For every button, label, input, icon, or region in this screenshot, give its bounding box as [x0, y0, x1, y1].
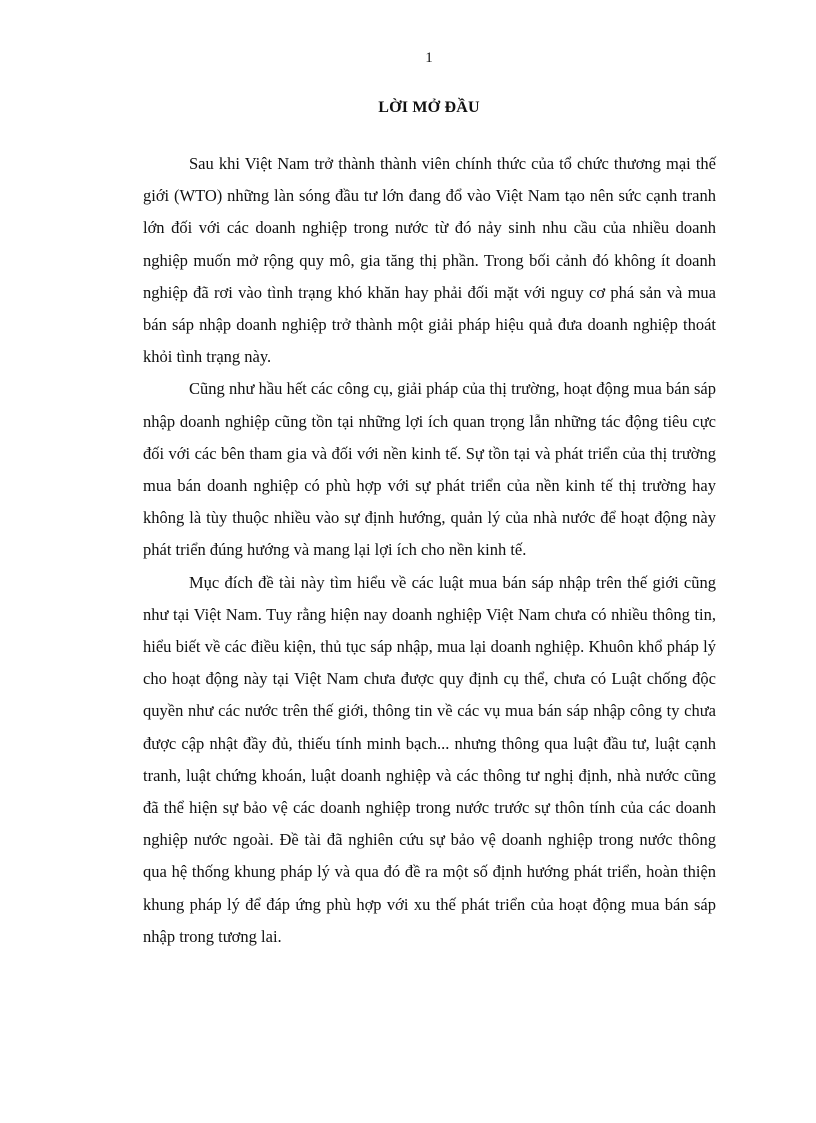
paragraph-3: Mục đích đề tài này tìm hiểu về các luật mua bán sáp nhập trên thế giới cũng như tại Việt Nam. Tuy rằng hiện nay doanh nghiệp Việt Nam chưa có nhiều thông tin, hiểu biết về các điều kiện, thủ tục sáp nhập, mua lại doanh nghiệp. Khuôn khổ pháp lý cho hoạt động này tại Việt Nam chưa được quy định cụ thể, chưa có Luật chống độc quyền như các nước trên thế giới, thông tin về các vụ mua bán sáp nhập công ty chưa được cập nhật đầy đủ, thiếu tính minh bạch... nhưng thông qua luật đầu tư, luật cạnh tranh, luật chứng khoán, luật doanh nghiệp và các thông tư nghị định, nhà nước cũng đã thể hiện sự bảo vệ các doanh nghiệp trong nước trước sự thôn tính của các doanh nghiệp nước ngoài. Đề tài đã nghiên cứu sự bảo vệ doanh nghiệp trong nước thông qua hệ thống khung pháp lý và qua đó đề ra một số định hướng phát triển, hoàn thiện khung pháp lý để đáp ứng phù hợp với xu thế phát triển của hoạt động mua bán sáp nhập trong tương lai.: [143, 572, 716, 946]
paragraph-2: Cũng như hầu hết các công cụ, giải pháp của thị trường, hoạt động mua bán sáp nhập doanh nghiệp cũng tồn tại những lợi ích quan trọng lẫn những tác động tiêu cực đối với các bên tham gia và đối với nền kinh tế. Sự tồn tại và phát triển của thị trường mua bán doanh nghiệp có phù hợp với sự phát triển của nền kinh tế thị trường hay không là tùy thuộc nhiều vào sự định hướng, quản lý của nhà nước để hoạt động này phát triển đúng hướng và mang lại lợi ích cho nền kinh tế.: [143, 379, 716, 560]
page-title: LỜI MỞ ĐẦU: [378, 99, 480, 116]
body-text: [143, 148, 716, 953]
paragraph-1: Sau khi Việt Nam trở thành thành viên chính thức của tổ chức thương mại thế giới (WTO) những làn sóng đầu tư lớn đang đổ vào Việt Nam tạo nên sức cạnh tranh lớn đối với các doanh nghiệp trong nước từ đó nảy sinh nhu cầu của nhiều doanh nghiệp muốn mở rộng quy mô, gia tăng thị phần. Trong bối cảnh đó không ít doanh nghiệp đã rơi vào tình trạng khó khăn hay phải đối mặt với nguy cơ phá sản và mua bán sáp nhập doanh nghiệp trở thành một giải pháp hiệu quả đưa doanh nghiệp thoát khỏi tình trạng này.: [143, 154, 716, 367]
page-number: 1: [425, 50, 433, 66]
